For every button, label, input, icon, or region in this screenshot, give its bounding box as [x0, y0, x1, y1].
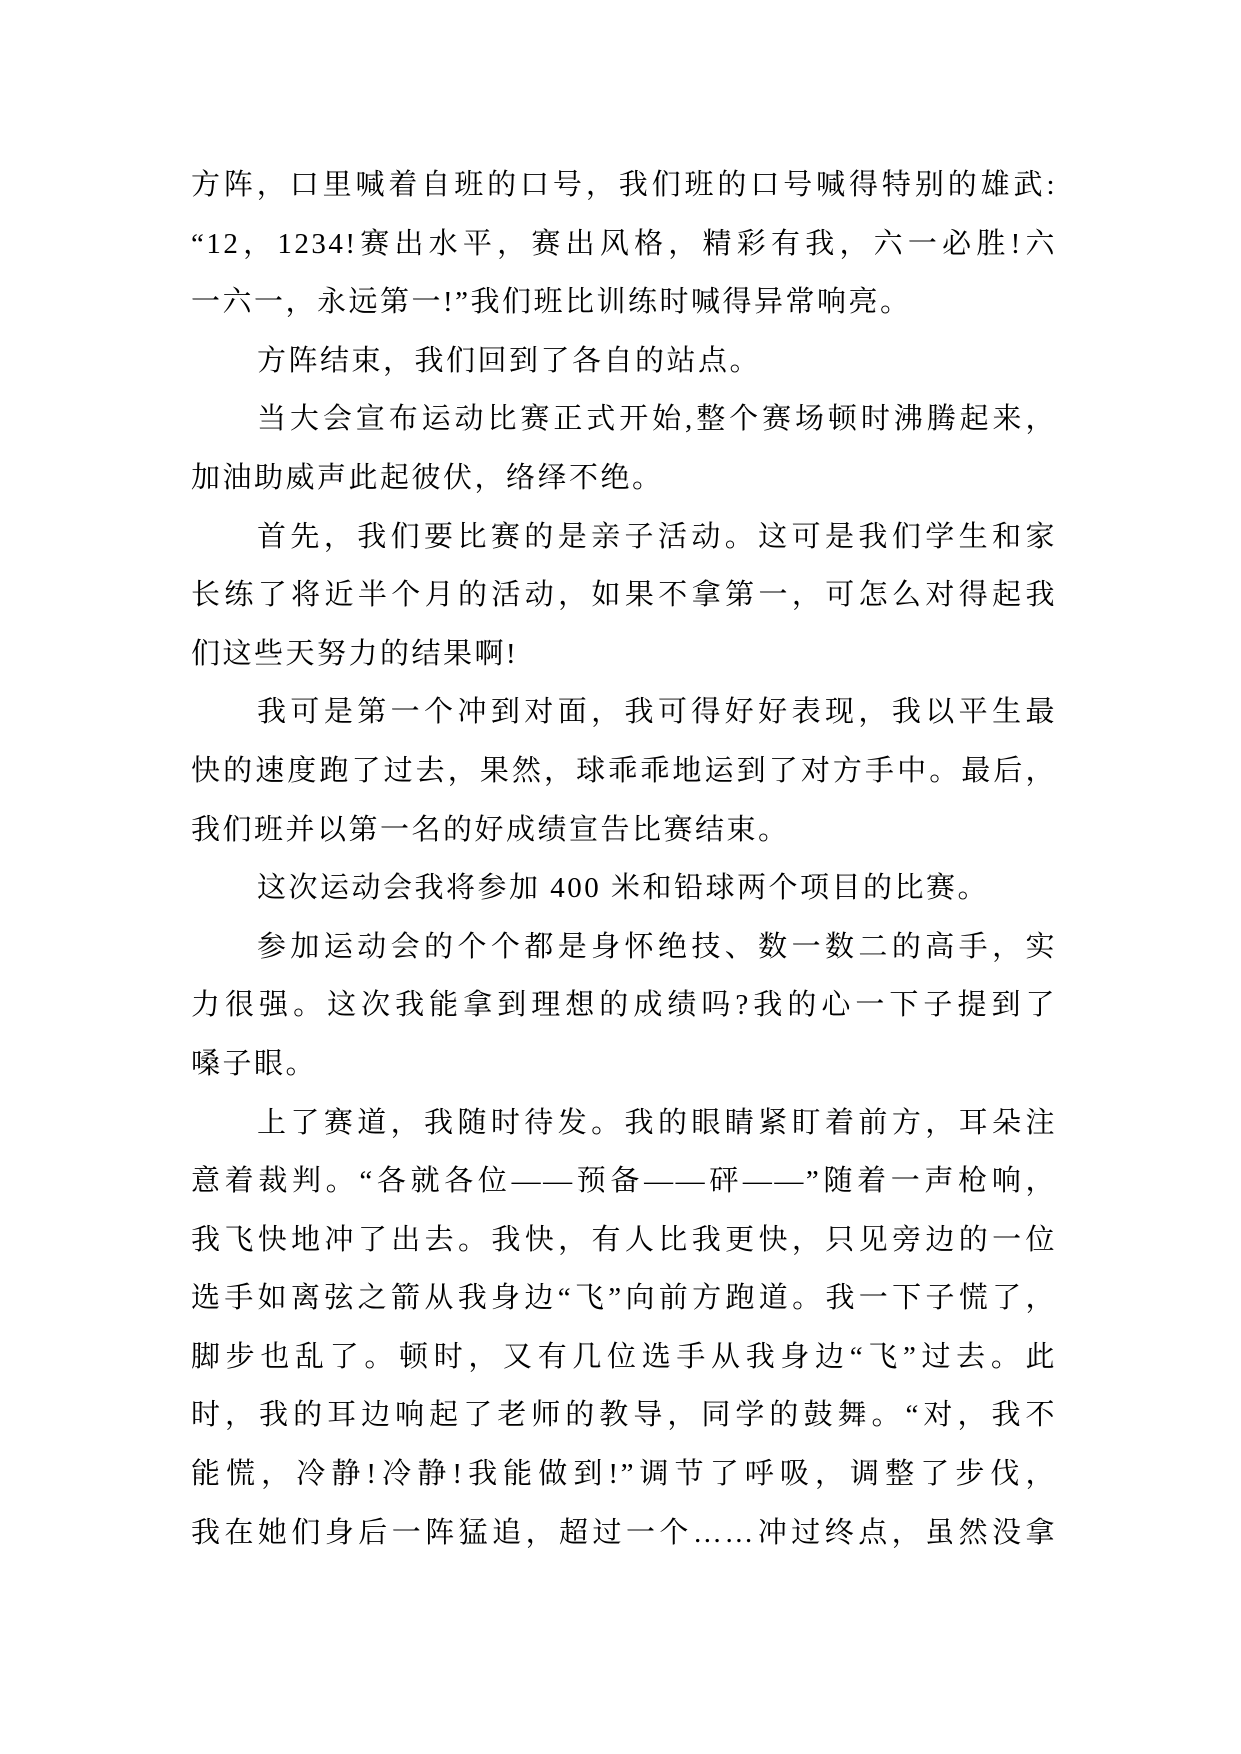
text-line: 脚步也乱了。顿时，又有几位选手从我身边“飞”过去。此 [191, 1340, 1057, 1373]
paragraph [191, 332, 1057, 391]
text-line: 意着裁判。“各就各位——预备——砰——”随着一声枪响， [191, 1165, 1057, 1198]
paragraph [191, 1094, 1057, 1563]
paragraph [191, 508, 1057, 684]
text-line: 一六一，永远第一!”我们班比训练时喊得异常响亮。 [191, 286, 912, 319]
paragraph [191, 683, 1057, 859]
text-line: 我在她们身后一阵猛追，超过一个……冲过终点，虽然没拿 [191, 1516, 1057, 1549]
text-line: 力很强。这次我能拿到理想的成绩吗?我的心一下子提到了 [191, 989, 1057, 1022]
text-line: 时，我的耳边响起了老师的教导，同学的鼓舞。“对，我不 [191, 1399, 1057, 1432]
body-text [191, 156, 1057, 1562]
text-line: 方阵结束，我们回到了各自的站点。 [257, 344, 762, 377]
text-line: 加油助威声此起彼伏，络绎不绝。 [191, 461, 664, 494]
text-line: 当大会宣布运动比赛正式开始,整个赛场顿时沸腾起来， [257, 403, 1057, 436]
text-line: “12，1234!赛出水平，赛出风格，精彩有我，六一必胜!六 [191, 227, 1057, 260]
text-line: 方阵，口里喊着自班的口号，我们班的口号喊得特别的雄武: [191, 169, 1057, 201]
text-line: 选手如离弦之箭从我身边“飞”向前方跑道。我一下子慌了， [191, 1282, 1057, 1315]
text-line: 们这些天努力的结果啊! [191, 637, 519, 670]
text-line: 能慌，冷静!冷静!我能做到!”调节了呼吸，调整了步伐， [191, 1458, 1057, 1491]
text-line: 上了赛道，我随时待发。我的眼睛紧盯着前方，耳朵注 [257, 1106, 1057, 1139]
paragraph [191, 390, 1057, 507]
text-line: 我们班并以第一名的好成绩宣告比赛结束。 [191, 813, 790, 846]
text-line: 快的速度跑了过去，果然，球乖乖地运到了对方手中。最后， [191, 754, 1057, 787]
text-line: 首先，我们要比赛的是亲子活动。这可是我们学生和家 [257, 520, 1057, 553]
text-line: 嗓子眼。 [191, 1047, 318, 1080]
paragraph [191, 918, 1057, 1094]
paragraph [191, 859, 1057, 918]
text-line: 这次运动会我将参加 400 米和铅球两个项目的比赛。 [257, 872, 990, 905]
text-line: 我可是第一个冲到对面，我可得好好表现，我以平生最 [257, 696, 1057, 729]
text-line: 参加运动会的个个都是身怀绝技、数一数二的高手，实 [257, 930, 1057, 963]
paragraph [191, 156, 1057, 332]
text-line: 我飞快地冲了出去。我快，有人比我更快，只见旁边的一位 [191, 1223, 1057, 1256]
text-line: 长练了将近半个月的活动，如果不拿第一，可怎么对得起我 [191, 579, 1057, 612]
